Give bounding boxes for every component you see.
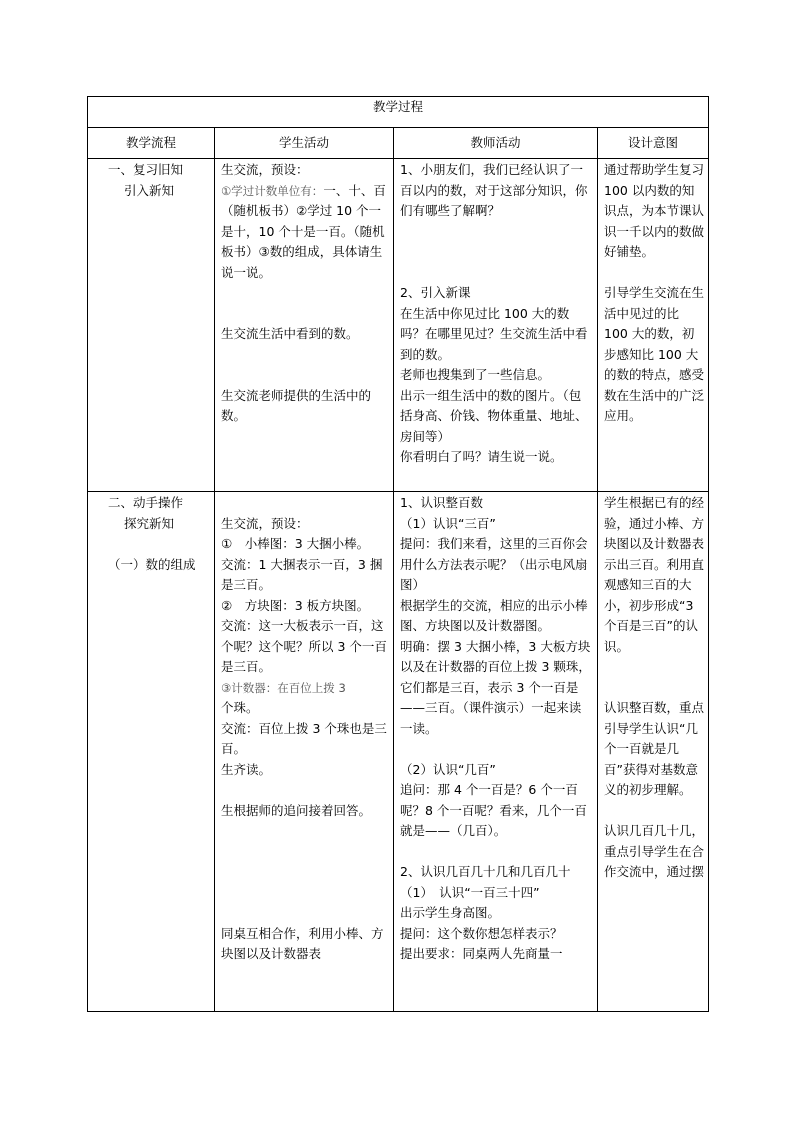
- student-text: 生交流，预设：: [221, 162, 309, 177]
- teacher-cell: [394, 492, 598, 1012]
- teacher-text: 提出要求：同桌两人先商量一: [400, 946, 563, 961]
- teacher-text: 根据学生的交流，相应的出示小棒图、方块图以及计数器图。: [400, 597, 588, 633]
- student-text: 一、十、百（随机板书）②学过 10 个一是十，10 个十是一百。（随机板书）③数的组成，具体请生说一说。: [221, 182, 386, 280]
- intent-cell: [598, 159, 709, 492]
- student-text-gray: ①学过计数单位有：: [221, 183, 324, 198]
- student-text: 同桌互相合作，利用小棒、方块图以及计数器表: [221, 925, 384, 961]
- intent-text: 认识几百几十几，重点引导学生在合作交流中，通过摆: [604, 823, 705, 879]
- student-text: 生交流生活中看到的数。: [221, 326, 359, 341]
- teacher-text: 出示学生身高图。: [400, 905, 501, 920]
- teacher-text: 提问：这个数你想怎样表示？: [400, 925, 563, 941]
- intent-text: 认识整百数，重点引导学生认识“几个一百就是几百”获得对基数意义的初步理解。: [604, 700, 705, 797]
- column-header-intent: 设计意图: [598, 128, 709, 159]
- column-header-student: 学生活动: [215, 128, 394, 159]
- student-cell: [215, 492, 394, 1012]
- student-text: 交流：这一大板表示一百，这个呢？这个呢？所以 3 个一百是三百。: [221, 618, 387, 674]
- student-text: 交流：1 大捆表示一百，3 捆是三百。: [221, 556, 383, 592]
- column-header-teacher: 教师活动: [394, 128, 598, 159]
- student-text: 生齐读。: [221, 761, 272, 777]
- student-text: 生根据师的追问接着回答。: [221, 802, 372, 818]
- intent-text: 引导学生交流在生活中见过的比 100 大的数，初步感知比 100 大的数的特点，感受数在生活中的广泛应用。: [604, 285, 705, 423]
- student-text: 生交流老师提供的生活中的数。: [221, 387, 372, 423]
- table-row: [88, 492, 709, 1012]
- student-text: ② 方块图：3 板方块图。: [221, 597, 370, 613]
- student-cell: [215, 159, 394, 492]
- teacher-text: （2）认识“几百”: [400, 761, 496, 777]
- student-text: 生交流，预设：: [221, 515, 309, 531]
- teacher-text: 明确：摆 3 大捆小棒，3 大板方块以及在计数器的百位上拨 3 颗珠，它们都是三百，表示 3 个一百是——三百。（课件演示）一起来读一读。: [400, 638, 591, 736]
- teacher-text: 2、认识几百几十几和几百几十: [400, 864, 571, 879]
- table-row: [88, 159, 709, 492]
- teacher-text: 2、引入新课: [400, 285, 471, 300]
- student-text: 交流：百位上拨 3 个珠也是三百。: [221, 720, 387, 756]
- intent-text: 学生根据已有的经验，通过小棒、方块图以及计数器表示出三百。利用直观感知三百的大小，初步形成“3 个百是三百”的认识。: [604, 495, 705, 654]
- stage-line: 二、动手操作: [108, 495, 184, 510]
- stage-cell: [88, 159, 215, 492]
- intent-text: 通过帮助学生复习 100 以内数的知识点，为本节课认识一千以内的数做好铺垫。: [604, 162, 705, 259]
- teacher-text: 老师也搜集到了一些信息。: [400, 367, 551, 382]
- teacher-text: 提问：我们来看，这里的三百你会用什么方法表示呢？（出示电风扇图）: [400, 536, 588, 592]
- table-title: 教学过程: [88, 97, 709, 128]
- teacher-text: 在生活中你见过比 100 大的数吗？在哪里见过？生交流生活中看到的数。: [400, 305, 588, 362]
- lesson-table: [87, 96, 709, 1012]
- student-text: 个珠。: [221, 700, 259, 715]
- teacher-text: （1） 认识“一百三十四”: [400, 884, 540, 900]
- intent-cell: [598, 492, 709, 1012]
- student-text-gray: ③计数器：在百位上拨 3: [221, 680, 346, 695]
- column-header-flow: 教学流程: [88, 128, 215, 159]
- stage-cell: [88, 492, 215, 1012]
- teacher-text: 出示一组生活中的数的图片。（包括身高、价钱、物体重量、地址、房间等）: [400, 387, 588, 444]
- teacher-text: 1、认识整百数: [400, 495, 483, 510]
- teacher-text: 追问：那 4 个一百是？6 个一百呢？8 个一百呢？看来，几个一百就是——（几百）。: [400, 782, 587, 838]
- teacher-text: 你看明白了吗？请生说一说。: [400, 449, 563, 464]
- teacher-cell: [394, 159, 598, 492]
- student-text: ① 小棒图：3 大捆小棒。: [221, 536, 370, 551]
- stage-line: （一）数的组成: [108, 556, 196, 572]
- stage-line: 一、复习旧知: [108, 162, 184, 177]
- stage-line: 探究新知: [124, 515, 175, 531]
- teacher-text: （1）认识“三百”: [400, 515, 496, 531]
- stage-line: 引入新知: [124, 182, 175, 198]
- teacher-text: 1、小朋友们，我们已经认识了一百以内的数，对于这部分知识，你们有哪些了解啊？: [400, 162, 588, 218]
